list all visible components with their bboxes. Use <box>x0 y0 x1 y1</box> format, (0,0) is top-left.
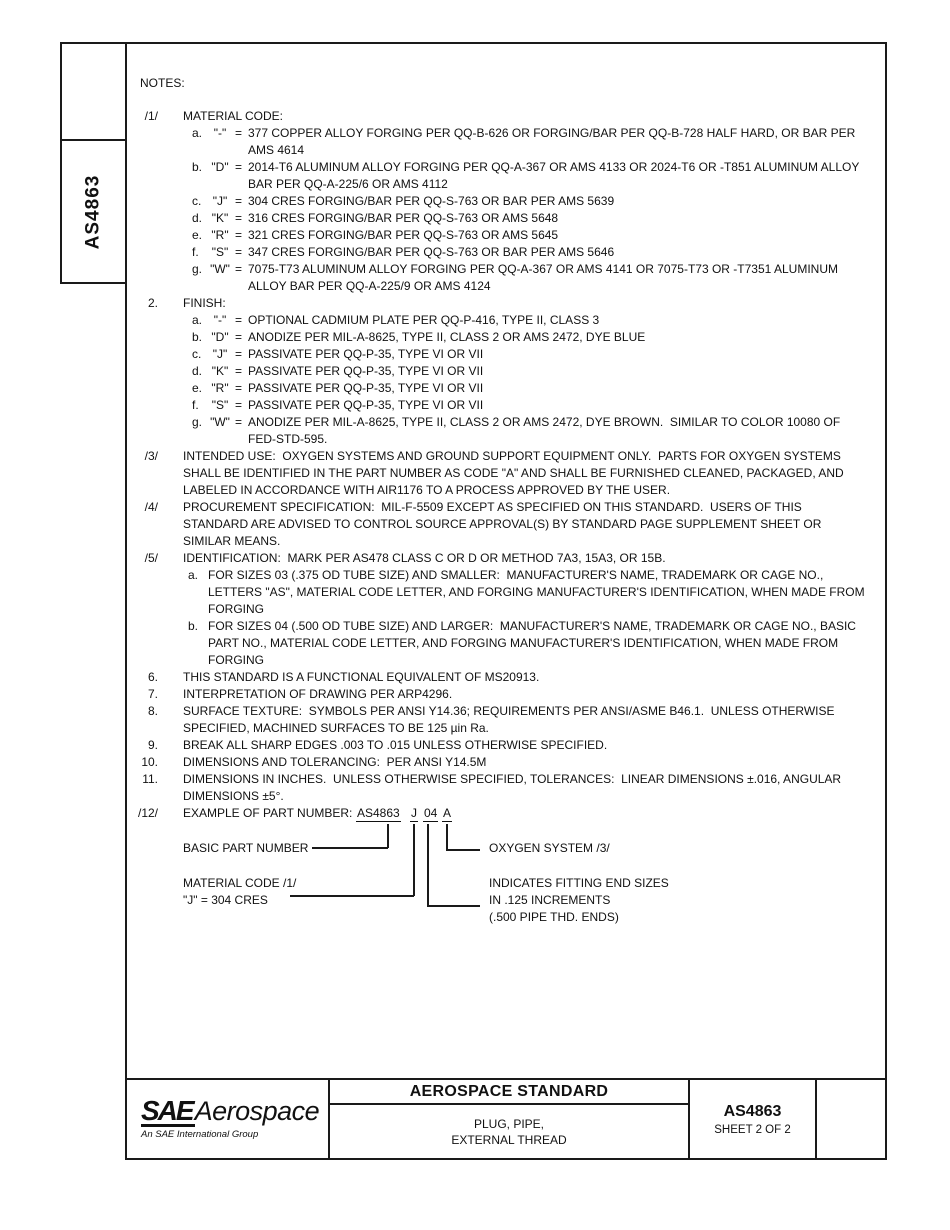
note-line <box>125 363 885 380</box>
subitem-text: 347 CRES FORGING/BAR PER QQ-S-763 OR BAR PER AMS 5646 <box>248 245 615 259</box>
material-code: "J" <box>212 347 228 361</box>
callout-material-code-line1: MATERIAL CODE /1/ <box>183 876 297 890</box>
subitem-text: 2014-T6 ALUMINUM ALLOY FORGING PER QQ-A-367 OR AMS 4133 OR 2024-T6 OR -T851 ALUMINUM ALLOY <box>248 160 860 174</box>
material-code: "K" <box>211 364 229 378</box>
note-text-continuation: SIMILAR MEANS. <box>183 534 281 548</box>
note-line <box>125 550 885 567</box>
note-marker: /5/ <box>144 551 158 565</box>
callout-fitting-line3: (.500 PIPE THD. ENDS) <box>489 910 619 924</box>
subitem-text-continuation: FED-STD-595. <box>248 432 328 446</box>
material-code: "J" <box>212 194 228 208</box>
callout-oxygen-system: OXYGEN SYSTEM /3/ <box>489 841 610 855</box>
subitem-text: 321 CRES FORGING/BAR PER QQ-S-763 OR AMS 5645 <box>248 228 559 242</box>
example-label: EXAMPLE OF PART NUMBER: <box>183 806 353 820</box>
equals-sign: = <box>235 126 243 140</box>
equals-sign: = <box>235 194 243 208</box>
document-subtitle-line2: EXTERNAL THREAD <box>451 1132 567 1147</box>
note-line <box>125 516 885 533</box>
callout-fitting-line2: IN .125 INCREMENTS <box>489 893 611 907</box>
material-code: "W" <box>210 415 230 429</box>
note-line <box>125 533 885 550</box>
subitem-letter: b. <box>188 619 199 633</box>
note-text: FINISH: <box>183 296 226 310</box>
sae-logo-sub: Aerospace <box>194 1096 320 1126</box>
note-marker: /4/ <box>144 500 158 514</box>
sae-logo-main: SAE <box>141 1095 193 1126</box>
note-line <box>125 652 885 669</box>
subitem-text-continuation: FORGING <box>208 653 264 667</box>
connector-oxygen-horizontal <box>446 849 480 851</box>
sae-logo-tagline: An SAE International Group <box>141 1129 259 1140</box>
subitem-text: FOR SIZES 04 (.500 OD TUBE SIZE) AND LARGER: MANUFACTURER'S NAME, TRADEMARK OR CAGE NO., BASIC <box>208 619 856 633</box>
note-line <box>125 669 885 686</box>
subitem-text: PASSIVATE PER QQ-P-35, TYPE VI OR VII <box>248 398 484 412</box>
subitem-letter: c. <box>192 347 202 361</box>
equals-sign: = <box>235 415 243 429</box>
note-line <box>125 771 885 788</box>
note-line-example <box>125 805 885 822</box>
document-type-title: AEROSPACE STANDARD <box>330 1080 688 1105</box>
subitem-letter: a. <box>188 568 199 582</box>
subitem-text-continuation: PART NO., MATERIAL CODE LETTER, AND FORGING MANUFACTURER'S IDENTIFICATION, WHEN MADE FROM <box>208 636 839 650</box>
subitem-text: ANODIZE PER MIL-A-8625, TYPE II, CLASS 2 OR AMS 2472, DYE BROWN. SIMILAR TO COLOR 10080 OF <box>248 415 841 429</box>
material-code: "K" <box>211 211 229 225</box>
note-text: IDENTIFICATION: MARK PER AS478 CLASS C OR D OR METHOD 7A3, 15A3, OR 15B. <box>183 551 666 565</box>
side-box-document-number <box>60 139 127 284</box>
rotated-doc-number: AS4863 <box>82 174 104 249</box>
note-text: MATERIAL CODE: <box>183 109 284 123</box>
note-marker: 7. <box>147 687 158 701</box>
connector-oxygen-vertical <box>446 824 448 850</box>
side-box-empty <box>60 42 127 141</box>
note-line <box>125 108 885 125</box>
note-text-continuation: SHALL BE IDENTIFIED IN THE PART NUMBER AS CODE "A" AND SHALL BE FURNISHED CLEANED, PACKAGED, AND <box>183 466 844 480</box>
material-code: "-" <box>213 313 227 327</box>
note-line <box>125 159 885 176</box>
equals-sign: = <box>235 330 243 344</box>
note-line <box>125 329 885 346</box>
material-code: "D" <box>211 160 229 174</box>
note-line <box>125 414 885 431</box>
connector-size-vertical <box>427 824 429 906</box>
note-line <box>125 210 885 227</box>
subitem-text: 7075-T73 ALUMINUM ALLOY FORGING PER QQ-A-367 OR AMS 4141 OR 7075-T73 OR -T7351 ALUMINUM <box>248 262 838 276</box>
subitem-text: ANODIZE PER MIL-A-8625, TYPE II, CLASS 2 OR AMS 2472, DYE BLUE <box>248 330 646 344</box>
note-text-continuation: STANDARD ARE ADVISED TO CONTROL SOURCE APPROVAL(S) BY STANDARD PAGE SUPPLEMENT SHEET OR <box>183 517 822 531</box>
note-line <box>125 431 885 448</box>
subitem-text-continuation: ALLOY BAR PER QQ-A-225/9 OR AMS 4124 <box>248 279 491 293</box>
part-number-segment-material: J <box>411 806 417 820</box>
subitem-text-continuation: AMS 4614 <box>248 143 305 157</box>
subitem-letter: e. <box>192 381 203 395</box>
note-line <box>125 482 885 499</box>
note-line <box>125 448 885 465</box>
material-code: "D" <box>211 330 229 344</box>
note-text: INTENDED USE: OXYGEN SYSTEMS AND GROUND SUPPORT EQUIPMENT ONLY. PARTS FOR OXYGEN SYSTEMS <box>183 449 841 463</box>
part-number-segment-size: 04 <box>424 806 438 820</box>
note-line <box>125 720 885 737</box>
subitem-text: 316 CRES FORGING/BAR PER QQ-S-763 OR AMS 5648 <box>248 211 559 225</box>
note-text-continuation: SPECIFIED, MACHINED SURFACES TO BE 125 µin Ra. <box>183 721 489 735</box>
note-text: PROCUREMENT SPECIFICATION: MIL-F-5509 EXCEPT AS SPECIFIED ON THIS STANDARD. USERS OF THIS <box>183 500 802 514</box>
subitem-text: FOR SIZES 03 (.375 OD TUBE SIZE) AND SMALLER: MANUFACTURER'S NAME, TRADEMARK OR CAGE NO., <box>208 568 824 582</box>
note-marker: 11. <box>142 772 158 786</box>
note-line <box>125 346 885 363</box>
connector-size-horizontal <box>427 905 480 907</box>
equals-sign: = <box>235 245 243 259</box>
part-number-segment-oxygen: A <box>443 806 452 820</box>
document-subtitle-line1: PLUG, PIPE, <box>473 1116 545 1131</box>
document-number: AS4863 <box>723 1102 782 1120</box>
material-code: "R" <box>211 381 229 395</box>
subitem-text: 377 COPPER ALLOY FORGING PER QQ-B-626 OR FORGING/BAR PER QQ-B-728 HALF HARD, OR BAR PER <box>248 126 856 140</box>
note-line <box>125 465 885 482</box>
note-line <box>125 125 885 142</box>
note-marker: 2. <box>147 296 158 310</box>
note-line <box>125 176 885 193</box>
material-code: "W" <box>210 262 230 276</box>
note-text: THIS STANDARD IS A FUNCTIONAL EQUIVALENT OF MS20913. <box>183 670 540 684</box>
material-code: "S" <box>211 245 229 259</box>
note-line <box>125 754 885 771</box>
subitem-letter: c. <box>192 194 202 208</box>
note-text: INTERPRETATION OF DRAWING PER ARP4296. <box>183 687 453 701</box>
note-line <box>125 567 885 584</box>
document-subtitle <box>330 1105 688 1158</box>
callout-fitting-line1: INDICATES FITTING END SIZES <box>489 876 669 890</box>
note-marker: 10. <box>141 755 158 769</box>
part-number-segment-basic: AS4863 <box>357 806 400 820</box>
subitem-text: 304 CRES FORGING/BAR PER QQ-S-763 OR BAR PER AMS 5639 <box>248 194 615 208</box>
note-marker: /12/ <box>137 806 158 820</box>
subitem-text: PASSIVATE PER QQ-P-35, TYPE VI OR VII <box>248 364 484 378</box>
subitem-text: PASSIVATE PER QQ-P-35, TYPE VI OR VII <box>248 347 484 361</box>
subitem-letter: a. <box>192 126 203 140</box>
note-text: SURFACE TEXTURE: SYMBOLS PER ANSI Y14.36; REQUIREMENTS PER ANSI/ASME B46.1. UNLESS OTHERWISE <box>183 704 835 718</box>
callout-basic-part-number: BASIC PART NUMBER <box>183 841 309 855</box>
title-block-empty-cell <box>817 1080 885 1158</box>
equals-sign: = <box>235 313 243 327</box>
subitem-text: OPTIONAL CADMIUM PLATE PER QQ-P-416, TYPE II, CLASS 3 <box>248 313 600 327</box>
note-marker: /1/ <box>144 109 158 123</box>
subitem-text-continuation: FORGING <box>208 602 264 616</box>
note-marker: 8. <box>147 704 158 718</box>
note-text: DIMENSIONS AND TOLERANCING: PER ANSI Y14.5M <box>183 755 487 769</box>
note-line <box>125 584 885 601</box>
material-code: "-" <box>213 126 227 140</box>
notes-list <box>125 108 885 805</box>
subitem-letter: g. <box>192 415 203 429</box>
callout-material-code-line2: "J" = 304 CRES <box>183 893 268 907</box>
title-block-middle-cell <box>330 1080 690 1158</box>
note-marker: /3/ <box>144 449 158 463</box>
connector-basic-horizontal <box>312 847 388 849</box>
note-text: BREAK ALL SHARP EDGES .003 TO .015 UNLESS OTHERWISE SPECIFIED. <box>183 738 608 752</box>
note-marker: 9. <box>147 738 158 752</box>
subitem-text: PASSIVATE PER QQ-P-35, TYPE VI OR VII <box>248 381 484 395</box>
note-line <box>125 737 885 754</box>
note-line <box>125 635 885 652</box>
title-block <box>125 1078 887 1160</box>
equals-sign: = <box>235 347 243 361</box>
subitem-text-continuation: LETTERS "AS", MATERIAL CODE LETTER, AND FORGING MANUFACTURER'S IDENTIFICATION, WHEN MADE FROM <box>208 585 865 599</box>
note-line <box>125 686 885 703</box>
equals-sign: = <box>235 228 243 242</box>
note-line <box>125 788 885 805</box>
note-line <box>125 261 885 278</box>
equals-sign: = <box>235 262 243 276</box>
equals-sign: = <box>235 398 243 412</box>
note-line <box>125 380 885 397</box>
note-marker: 6. <box>147 670 158 684</box>
note-line <box>125 618 885 635</box>
connector-material-horizontal <box>290 895 414 897</box>
subitem-letter: b. <box>192 330 203 344</box>
subitem-letter: g. <box>192 262 203 276</box>
sae-logo <box>141 1095 328 1127</box>
title-block-number-cell <box>690 1080 817 1158</box>
note-line <box>125 499 885 516</box>
note-line <box>125 244 885 261</box>
title-block-logo-cell <box>127 1080 330 1158</box>
subitem-letter: f. <box>192 398 199 412</box>
connector-basic-vertical <box>387 824 389 848</box>
note-text-continuation: DIMENSIONS ±5°. <box>183 789 284 803</box>
note-line <box>125 142 885 159</box>
equals-sign: = <box>235 364 243 378</box>
note-line <box>125 278 885 295</box>
equals-sign: = <box>235 160 243 174</box>
subitem-letter: b. <box>192 160 203 174</box>
equals-sign: = <box>235 381 243 395</box>
subitem-text-continuation: BAR PER QQ-A-225/6 OR AMS 4112 <box>248 177 448 191</box>
connector-material-vertical <box>413 824 415 896</box>
note-line <box>125 312 885 329</box>
equals-sign: = <box>235 211 243 225</box>
subitem-letter: a. <box>192 313 203 327</box>
note-line <box>125 397 885 414</box>
subitem-letter: d. <box>192 211 203 225</box>
note-line <box>125 193 885 210</box>
note-line <box>125 227 885 244</box>
subitem-letter: e. <box>192 228 203 242</box>
notes-header: NOTES: <box>140 76 185 90</box>
subitem-letter: d. <box>192 364 203 378</box>
material-code: "R" <box>211 228 229 242</box>
material-code: "S" <box>211 398 229 412</box>
note-line <box>125 295 885 312</box>
note-line <box>125 703 885 720</box>
note-text: DIMENSIONS IN INCHES. UNLESS OTHERWISE SPECIFIED, TOLERANCES: LINEAR DIMENSIONS ±.016, ANGULAR <box>183 772 842 786</box>
note-line <box>125 601 885 618</box>
note-text-continuation: LABELED IN ACCORDANCE WITH AIR1176 TO A PROCESS APPROVED BY THE USER. <box>183 483 671 497</box>
sheet-indicator: SHEET 2 OF 2 <box>714 1123 791 1136</box>
subitem-letter: f. <box>192 245 199 259</box>
